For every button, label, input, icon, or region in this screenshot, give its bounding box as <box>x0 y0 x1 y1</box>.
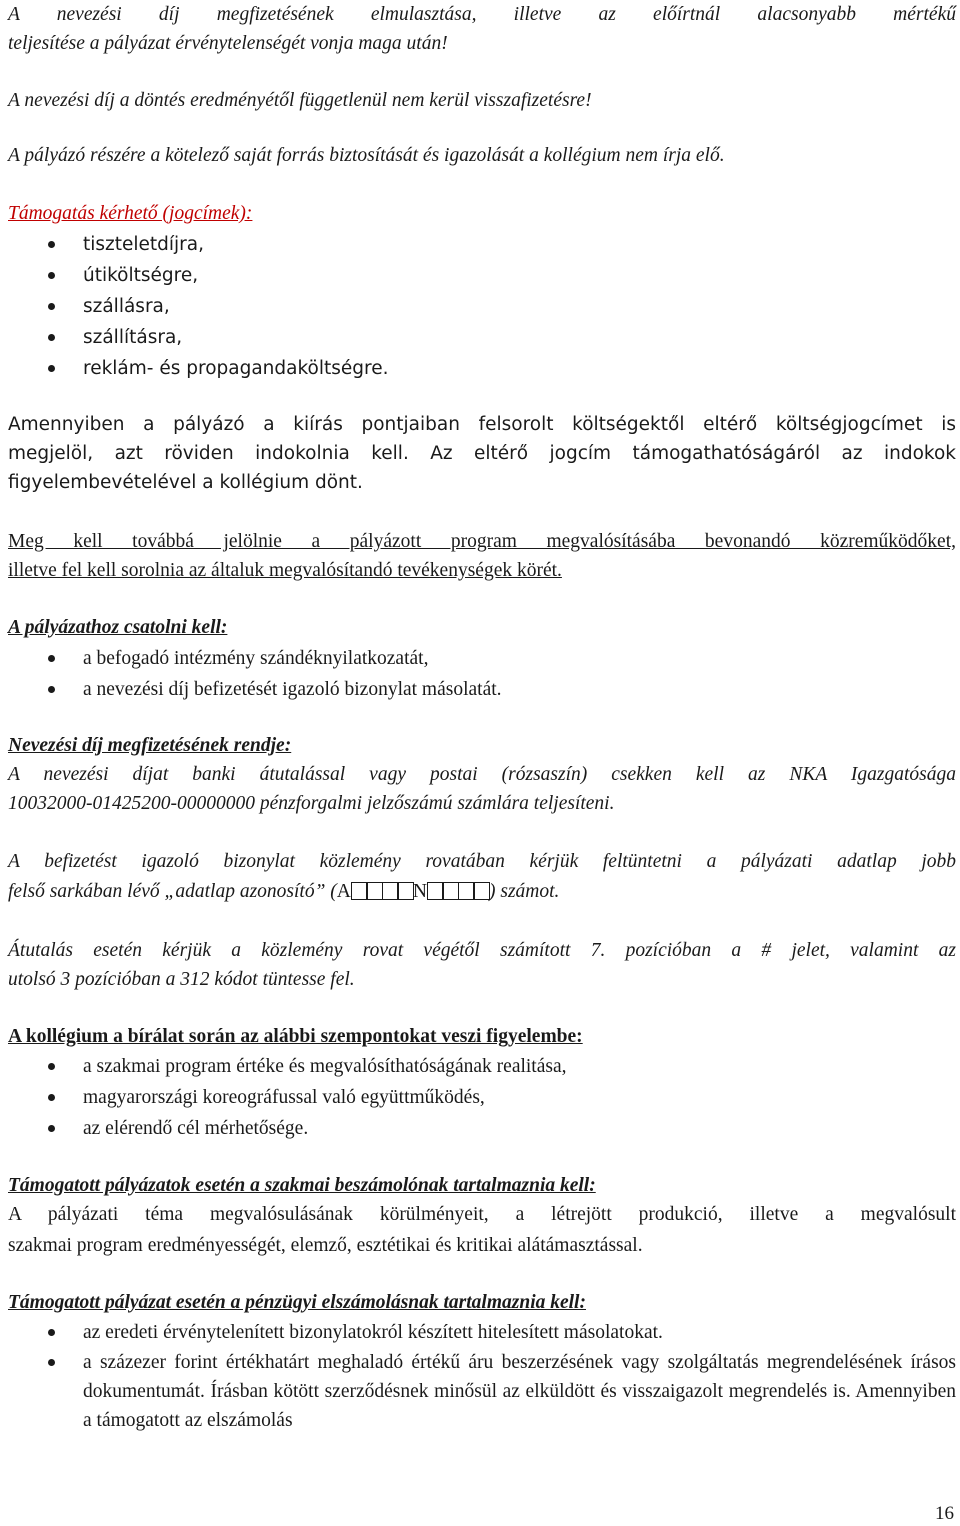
intro-line-4: A pályázó részére a kötelező saját forrás biztosítását és igazolását a kollégium nem írja elő. <box>8 145 725 166</box>
id-boxes-n <box>427 880 489 909</box>
list-item: a befogadó intézmény szándéknyilatkozatát, <box>8 644 956 673</box>
support-heading: Támogatás kérhető (jogcímek): <box>8 203 253 224</box>
bullet-icon <box>48 365 55 372</box>
contributors-line-2: illetve fel kell sorolnia az általuk megvalósítandó tevékenységek körét. <box>8 560 562 581</box>
intro-line-2: teljesítése a pályázat érvénytelenségét vonja maga után! <box>8 33 448 54</box>
list-item: magyarországi koreográfussal való együttműködés, <box>8 1083 956 1112</box>
intro-line-3: A nevezési díj a döntés eredményétől függetlenül nem kerül visszafizetésre! <box>8 90 592 111</box>
report-line-2: szakmai program eredményességét, elemző, esztétikai és kritikai alátámasztással. <box>8 1235 643 1256</box>
bullet-icon <box>48 686 55 693</box>
bullet-icon <box>48 1359 55 1366</box>
page-number: 16 <box>935 1503 954 1524</box>
fee-line-1: A nevezési díjat banki átutalással vagy postai (rózsaszín) csekken kell az NKA Igazgatósága <box>8 764 956 785</box>
bullet-icon <box>48 655 55 662</box>
list-item: útiköltségre, <box>8 261 956 290</box>
fee-p2-line-1: A befizetést igazoló bizonylat közlemény rovatában kérjük feltüntetni a pályázati adatlap jobb <box>8 851 956 872</box>
bullet-icon <box>48 334 55 341</box>
list-item: reklám- és propagandaköltségre. <box>8 354 956 383</box>
bullet-icon <box>48 241 55 248</box>
list-item: tiszteletdíjra, <box>8 230 956 259</box>
fee-heading: Nevezési díj megfizetésének rendje: <box>8 735 292 756</box>
contributors-line-1: Meg kell továbbá jelölnie a pályázott program megvalósításába bevonandó közreműködőket, <box>8 531 956 552</box>
list-item: szállásra, <box>8 292 956 321</box>
fee-line-2: 10032000-01425200-00000000 pénzforgalmi jelzőszámú számlára teljesíteni. <box>8 793 615 814</box>
fee-p2-line-2: felső sarkában lévő „adatlap azonosító” (A N ) számot. <box>8 877 956 909</box>
intro-line-1: A nevezési díj megfizetésének elmulasztása, illetve az előírtnál alacsonyabb mértékű <box>8 4 956 25</box>
bullet-icon <box>48 272 55 279</box>
list-item: a nevezési díj befizetését igazoló bizonylat másolatát. <box>8 675 956 704</box>
id-boxes-a <box>351 880 413 909</box>
list-item: szállításra, <box>8 323 956 352</box>
other-costs-line-2: megjelöl, azt röviden indokolnia kell. Az eltérő jogcím támogathatóságáról az indokok <box>8 443 956 464</box>
list-item: a szakmai program értéke és megvalósíthatóságának realitása, <box>8 1052 956 1081</box>
list-item: az elérendő cél mérhetősége. <box>8 1114 956 1143</box>
fee-p3-line-2: utolsó 3 pozícióban a 312 kódot tüntesse fel. <box>8 969 355 990</box>
list-item: az eredeti érvénytelenített bizonylatokról készített hitelesített másolatokat. <box>8 1318 956 1347</box>
bullet-icon <box>48 1094 55 1101</box>
attach-heading: A pályázathoz csatolni kell: <box>8 617 228 638</box>
other-costs-line-3: figyelembevételével a kollégium dönt. <box>8 472 363 493</box>
bullet-icon <box>48 1063 55 1070</box>
bullet-icon <box>48 1329 55 1336</box>
other-costs-line-1: Amennyiben a pályázó a kiírás pontjaiban felsorolt költségektől eltérő költségjogcímet is <box>8 414 956 435</box>
fee-p3-line-1: Átutalás esetén kérjük a közlemény rovat végétől számított 7. pozícióban a # jelet, valamint az <box>8 940 956 961</box>
bullet-icon <box>48 303 55 310</box>
report-heading: Támogatott pályázatok esetén a szakmai beszámolónak tartalmaznia kell: <box>8 1175 596 1196</box>
bullet-icon <box>48 1125 55 1132</box>
finance-heading: Támogatott pályázat esetén a pénzügyi elszámolásnak tartalmaznia kell: <box>8 1292 586 1313</box>
criteria-heading: A kollégium a bírálat során az alábbi szempontokat veszi figyelembe: <box>8 1026 583 1047</box>
report-line-1: A pályázati téma megvalósulásának körülményeit, a létrejött produkció, illetve a megvalósult <box>8 1204 956 1225</box>
